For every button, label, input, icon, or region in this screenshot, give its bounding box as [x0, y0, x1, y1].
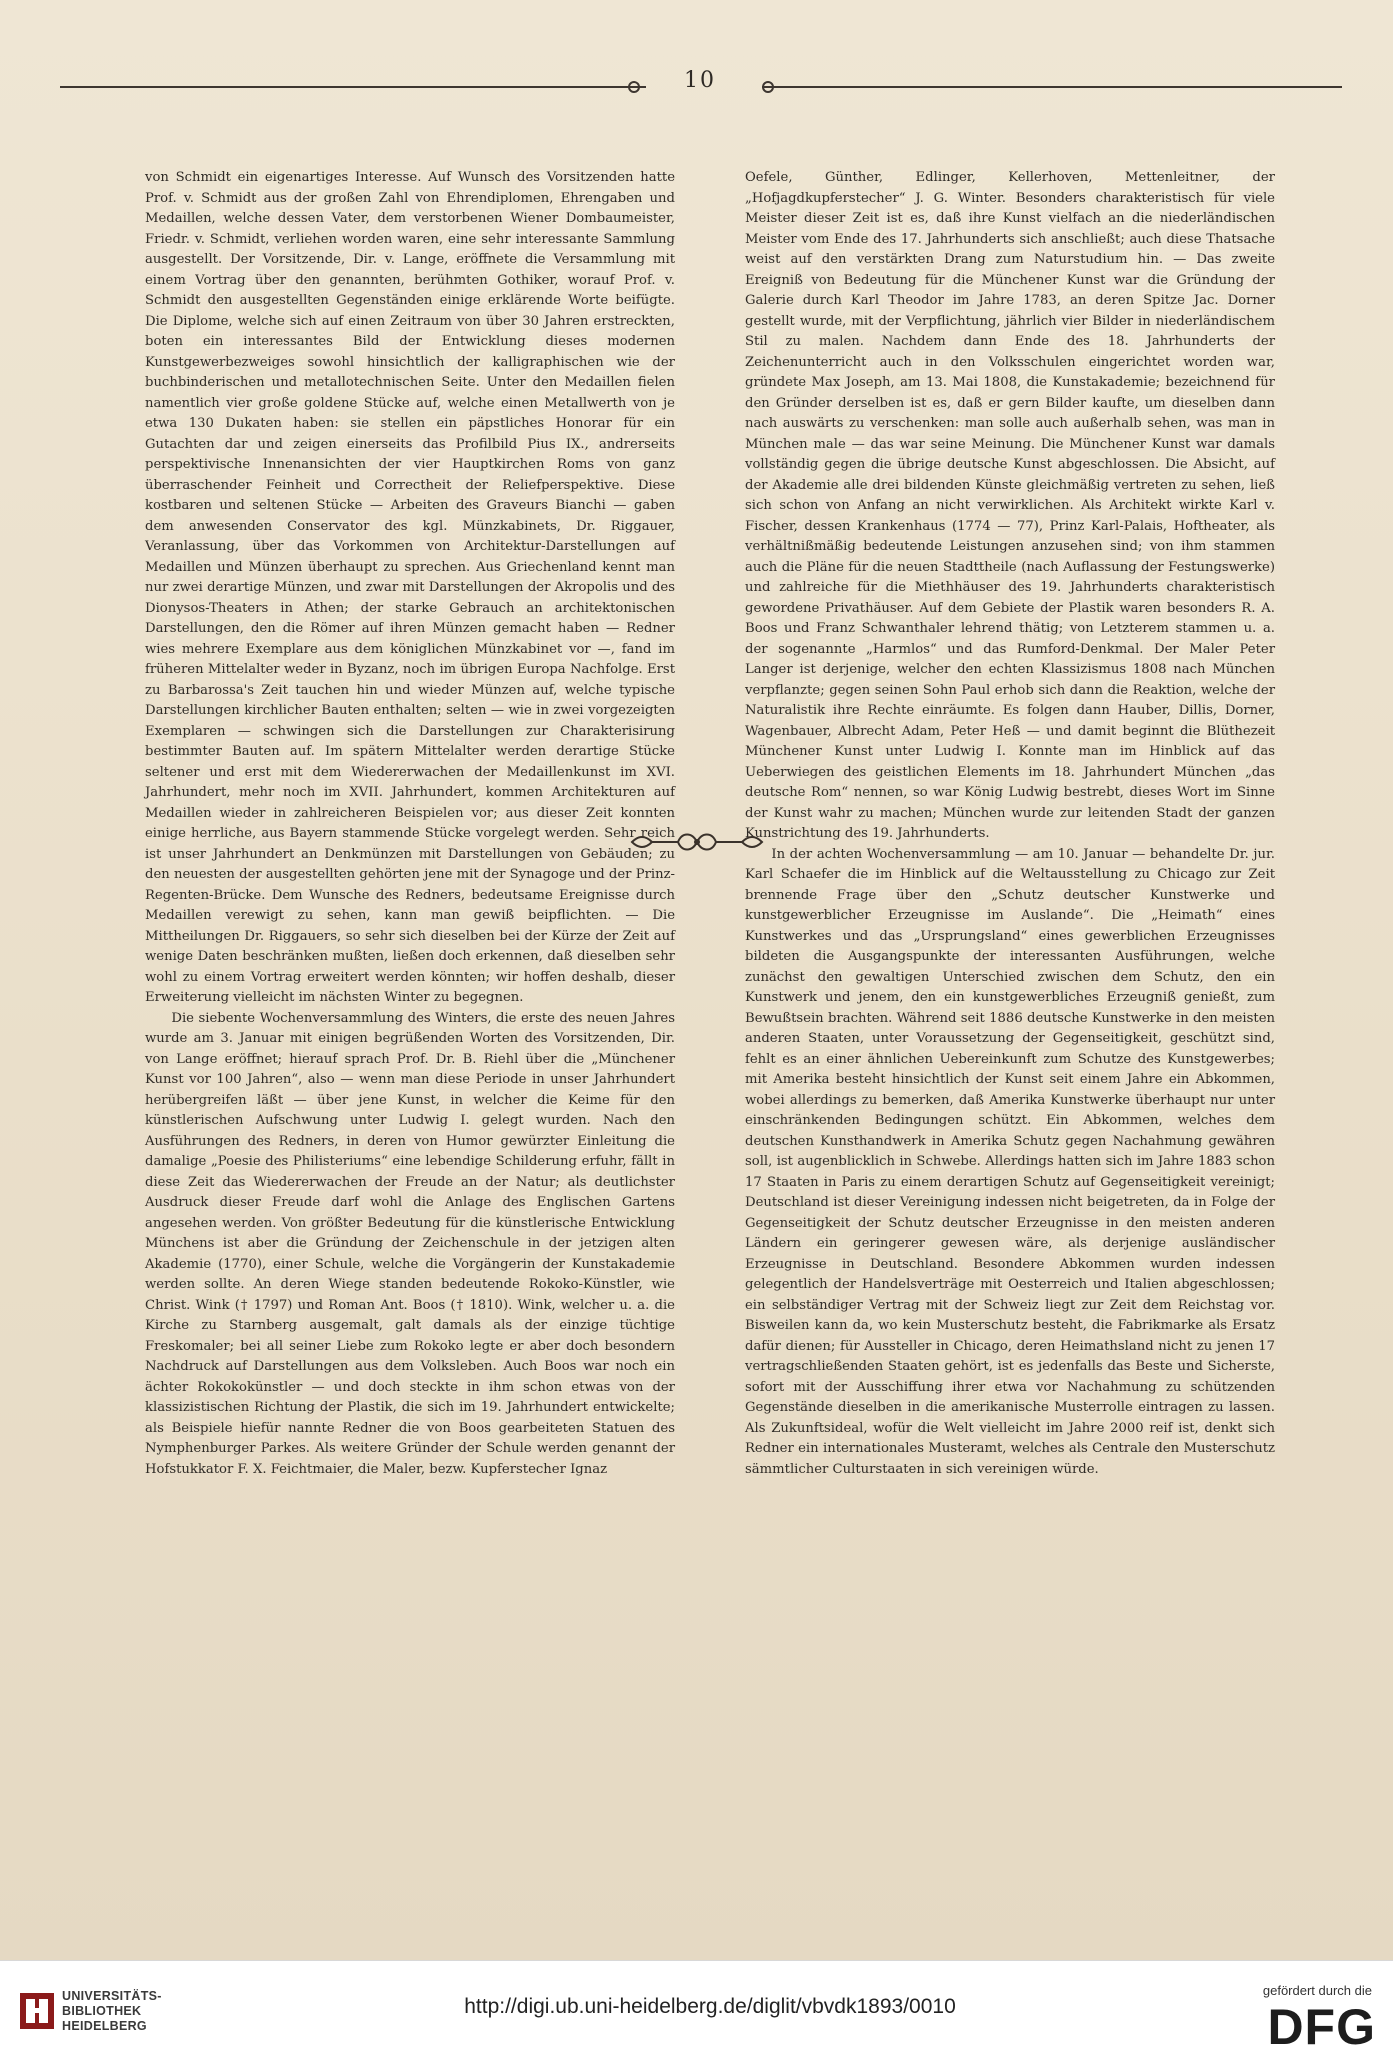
- text-columns: [145, 168, 1285, 1477]
- funding-caption: gefördert durch die: [1262, 1983, 1372, 1998]
- dfg-logo: DFG: [1267, 1999, 1376, 2055]
- permalink-url[interactable]: http://digi.ub.uni-heidelberg.de/diglit/vbvdk1893/0010: [464, 1995, 956, 2018]
- library-logo[interactable]: [18, 1987, 168, 2047]
- ub-heidelberg-logo-icon: [18, 1991, 56, 2031]
- digitization-footer: [0, 1960, 1393, 2061]
- library-name-line-2: BIBLIOTHEK: [62, 2004, 142, 2018]
- decorative-ornament-icon: [630, 829, 764, 855]
- right-column: [745, 168, 1275, 1477]
- page-number: 10: [684, 68, 716, 93]
- header-rule-left-end: [628, 81, 640, 93]
- library-name-line-1: UNIVERSITÄTS-: [62, 1989, 162, 2003]
- left-paragraph-1: von Schmidt ein eigenartiges Interesse. Auf Wunsch des Vorsitzenden hatte Prof. v. Schmidt aus der großen Zahl von Ehrendiplomen, Ehrengaben und Medaillen, welche dessen Vater, dem verstorbenen Wiener Dombaumeister, Friedr. v. Schmidt, verliehen worden waren, eine sehr interessante Sammlung ausgestellt. Der Vorsitzende, Dir. v. Lange, eröffnete die Versammlung mit einem Vortrag über den genannten, berühmten Gothiker, worauf Prof. v. Schmidt den ausgestellten Gegenständen einige erklärende Worte beifügte. Die Diplome, welche sich auf einen Zeitraum von über 30 Jahren erstreckten, boten ein interessantes Bild der Entwicklung dieses modernen Kunstgewerbezweiges sowohl hinsichtlich der kalligraphischen wie der buchbinderischen und metallotechnischen Seite. Unter den Medaillen fielen namentlich vier große goldene Stücke auf, welche einen Metallwerth von je etwa 130 Dukaten haben: sie stellen ein päpstliches Honorar für ein Gutachten dar und zeigen einerseits das Profilbild Pius IX., andrerseits perspektivische Innenansichten der vier Hauptkirchen Roms von ganz überraschender Feinheit und Correctheit der Reliefperspektive. Diese kostbaren und seltenen Stücke — Arbeiten des Graveurs Bianchi — gaben dem anwesenden Conservator des kgl. Münzkabinets, Dr. Riggauer, Veranlassung, über das Vorkommen von Architektur-Darstellungen auf Medaillen und Münzen überhaupt zu sprechen. Aus Griechenland kennt man nur zwei derartige Münzen, und zwar mit Darstellungen der Akropolis und des Dionysos-Theaters in Athen; der starke Gebrauch an architektonischen Darstellungen, den die Römer auf ihren Münzen gemacht haben — Redner wies mehrere Exemplare aus dem königlichen Münzkabinet vor —, fand im früheren Mittelalter weder in Byzanz, noch im übrigen Europa Nachfolge. Erst zu Barbarossa's Zeit tauchen hin und wieder Münzen auf, welche typische Darstellungen kirchlicher Bauten enthalten; selten — wie in zwei vorgezeigten Exemplaren — schwingen sich die Darstellungen zur Charakterisirung bestimmter Bauten auf. Im spätern Mittelalter werden derartige Stücke seltener und erst mit dem Wiedererwachen der Medaillenkunst im XVI. Jahrhundert, mehr noch im XVII. Jahrhundert, kommen Architekturen auf Medaillen wieder in zahlreicheren Beispielen vor; aus dieser Zeit konnten einige herrliche, aus Bayern stammende Stücke vorgelegt werden. Sehr reich ist unser Jahrhundert an Denkmünzen mit Darstellungen von Gebäuden; zu den neuesten der ausgestellten gehörten jene mit der Synagoge und der Prinz-Regenten-Brücke. Dem Wunsche des Redners, bedeutsame Ereignisse durch Medaillen verewigt zu sehen, kann man gewiß beipflichten. — Die Mittheilungen Dr. Riggauers, so sehr sich dieselben bei der Kürze der Zeit auf wenige Daten beschränken mußten, ließen doch erkennen, daß dieselben sehr wohl zu einem Vortrag erweitert werden könnten; wir hoffen deshalb, dieser Erweiterung vielleicht im nächsten Winter zu begegnen.: [145, 170, 675, 1005]
- right-paragraph-1: Oefele, Günther, Edlinger, Kellerhoven, Mettenleitner, der „Hofjagdkupferstecher“ J. G. Winter. Besonders charakteristisch für viele Meister dieser Zeit ist es, daß ihre Kunst vielfach an die niederländischen Meister vom Ende des 17. Jahrhunderts sich anschließt; auch diese Thatsache weist auf den verstärkten Drang zum Naturstudium hin. — Das zweite Ereigniß von Bedeutung für die Münchener Kunst war die Gründung der Galerie durch Karl Theodor im Jahre 1783, an deren Spitze Jac. Dorner gestellt wurde, mit der Verpflichtung, jährlich vier Bilder in niederländischem Stil zu malen. Nachdem dann Ende des 18. Jahrhunderts der Zeichenunterricht auch in den Volksschulen eingerichtet worden war, gründete Max Joseph, am 13. Mai 1808, die Kunstakademie; bezeichnend für den Gründer derselben ist es, daß er gern Bilder kaufte, um dieselben dann nach auswärts zu verschenken: man solle auch außerhalb sehen, was man in München male — das war seine Meinung. Die Münchener Kunst war damals vollständig gegen die übrige deutsche Kunst abgeschlossen. Die Absicht, auf der Akademie alle drei bildenden Künste gleichmäßig vertreten zu sehen, ließ sich schon von Anfang an nicht verwirklichen. Als Architekt wirkte Karl v. Fischer, dessen Krankenhaus (1774 — 77), Prinz Karl-Palais, Hoftheater, als verhältnißmäßig bedeutende Leistungen anzusehen sind; von ihm stammen auch die Pläne für die neuen Stadttheile (nach Auflassung der Festungswerke) und zahlreiche für die Miethhäuser des 19. Jahrhunderts charakteristisch gewordene Privathäuser. Auf dem Gebiete der Plastik waren besonders R. A. Boos und Franz Schwanthaler lehrend thätig; von Letzterem stammen u. a. der sogenannte „Harmlos“ und das Rumford-Denkmal. Der Maler Peter Langer ist derjenige, welcher den echten Klassizismus 1808 nach München verpflanzte; gegen seinen Sohn Paul erhob sich dann die Reaktion, welche der Naturalistik ihre Rechte einräumte. Es folgen dann Hauber, Dillis, Dorner, Wagenbauer, Albrecht Adam, Peter Heß — und damit beginnt die Blüthezeit Münchener Kunst unter Ludwig I. Konnte man im Hinblick auf das Ueberwiegen des geistlichen Elements im 18. Jahrhundert München „das deutsche Rom“ nennen, so war König Ludwig bestrebt, dieses Wort im Sinne der Kunst wahr zu machen; München wurde zur leitenden Stadt der ganzen Kunstrichtung des 19. Jahrhunderts.: [745, 170, 1275, 841]
- funding-logo[interactable]: [1240, 1983, 1380, 2055]
- left-paragraph-2: Die siebente Wochenversammlung des Winters, die erste des neuen Jahres wurde am 3. Januar mit einigen begrüßenden Worten des Vorsitzenden, Dir. von Lange eröffnet; hierauf sprach Prof. Dr. B. Riehl über die „Münchener Kunst vor 100 Jahren“, also — wenn man diese Periode in unser Jahrhundert herübergreifen läßt — über jene Kunst, in welcher die Keime für den künstlerischen Aufschwung unter Ludwig I. gelegt wurden. Nach den Ausführungen des Redners, in deren von Humor gewürzter Einleitung die damalige „Poesie des Philisteriums“ eine lebendige Schilderung erfuhr, fällt in diese Zeit das Wiedererwachen der Freude an der Natur; als deutlichster Ausdruck dieser Freude darf wohl die Anlage des Englischen Gartens angesehen werden. Von größter Bedeutung für die künstlerische Entwicklung Münchens ist aber die Gründung der Zeichenschule in der jetzigen alten Akademie (1770), einer Schule, welche die Vorgängerin der Kunstakademie werden sollte. An deren Wiege standen bedeutende Rokoko-Künstler, wie Christ. Wink († 1797) und Roman Ant. Boos († 1810). Wink, welcher u. a. die Kirche zu Starnberg ausgemalt, galt damals als der einzige tüchtige Freskomaler; bei all seiner Liebe zum Rokoko legte er aber doch besondern Nachdruck auf Darstellungen aus dem Volksleben. Auch Boos war noch ein ächter Rokokokünstler — und doch steckte in ihm schon etwas von der klassizistischen Richtung der Plastik, die sich im 19. Jahrhundert entwickelte; als Beispiele hiefür nannte Redner die von Boos gearbeiteten Statuen des Nymphenburger Parkes. Als weitere Gründer der Schule werden genannt der Hofstukkator F. X. Feichtmaier, die Maler, bezw. Kupferstecher Ignaz: [145, 1010, 675, 1477]
- right-paragraph-2: In der achten Wochenversammlung — am 10. Januar — behandelte Dr. jur. Karl Schaefer die im Hinblick auf die Weltausstellung zu Chicago zur Zeit brennende Frage über den „Schutz deutscher Kunstwerke und kunstgewerblicher Erzeugnisse im Auslande“. Die „Heimath“ eines Kunstwerkes und das „Ursprungsland“ eines gewerblichen Erzeugnisses bildeten die Ausgangspunkte der interessanten Ausführungen, welche zunächst den gewaltigen Unterschied zwischen dem Schutz, den ein Kunstwerk und jenem, den ein kunstgewerbliches Erzeugniß genießt, zum Bewußtsein brachten. Während seit 1886 deutsche Kunstwerke in den meisten anderen Staaten, unter Voraussetzung der Gegenseitigkeit, geschützt sind, fehlt es an einer ähnlichen Uebereinkunft zum Schutze des Kunstgewerbes; mit Amerika besteht hinsichtlich der Kunst seit einem Jahre ein Abkommen, wobei allerdings zu bemerken, daß Amerika Kunstwerke überhaupt nur unter einschränkenden Bedingungen schützt. Ein Abkommen, welches dem deutschen Kunsthandwerk in Amerika Schutz gegen Nachahmung gewähren soll, ist augenblicklich in Schwebe. Allerdings hatten sich im Jahre 1883 schon 17 Staaten in Paris zu einem derartigen Schutz auf Gegenseitigkeit vereinigt; Deutschland ist dieser Vereinigung indessen nicht beigetreten, da in Folge der Gegenseitigkeit der Schutz deutscher Erzeugnisse in den meisten anderen Ländern ein geringerer gewesen wäre, als derjenige ausländischer Erzeugnisse in Deutschland. Besondere Abkommen wurden indessen gelegentlich der Handelsverträge mit Oesterreich und Italien abgeschlossen; ein selbständiger Vertrag mit der Schweiz liegt zur Zeit dem Reichstag vor. Bisweilen kann da, wo kein Musterschutz besteht, die Fabrikmarke als Ersatz dafür dienen; für Aussteller in Chicago, deren Heimathsland nicht zu jenen 17 vertragschließenden Staaten gehört, ist es jedenfalls das Beste und Sicherste, sofort mit der Ausschiffung ihrer etwa vor Nachahmung zu schützenden Gegenstände dieselben in die amerikanische Musterrolle eintragen zu lassen. Als Zukunftsideal, wofür die Welt vielleicht im Jahre 2000 reif ist, denkt sich Redner ein internationales Musteramt, welches als Centrale den Musterschutz sämmtlicher Culturstaaten in sich vereinigen würde.: [745, 846, 1275, 1477]
- library-name: [62, 1989, 172, 2034]
- header-rule-right: [762, 86, 1342, 88]
- header-rule-left: [60, 86, 646, 88]
- left-column: [145, 168, 675, 1477]
- library-name-line-3: HEIDELBERG: [62, 2019, 147, 2033]
